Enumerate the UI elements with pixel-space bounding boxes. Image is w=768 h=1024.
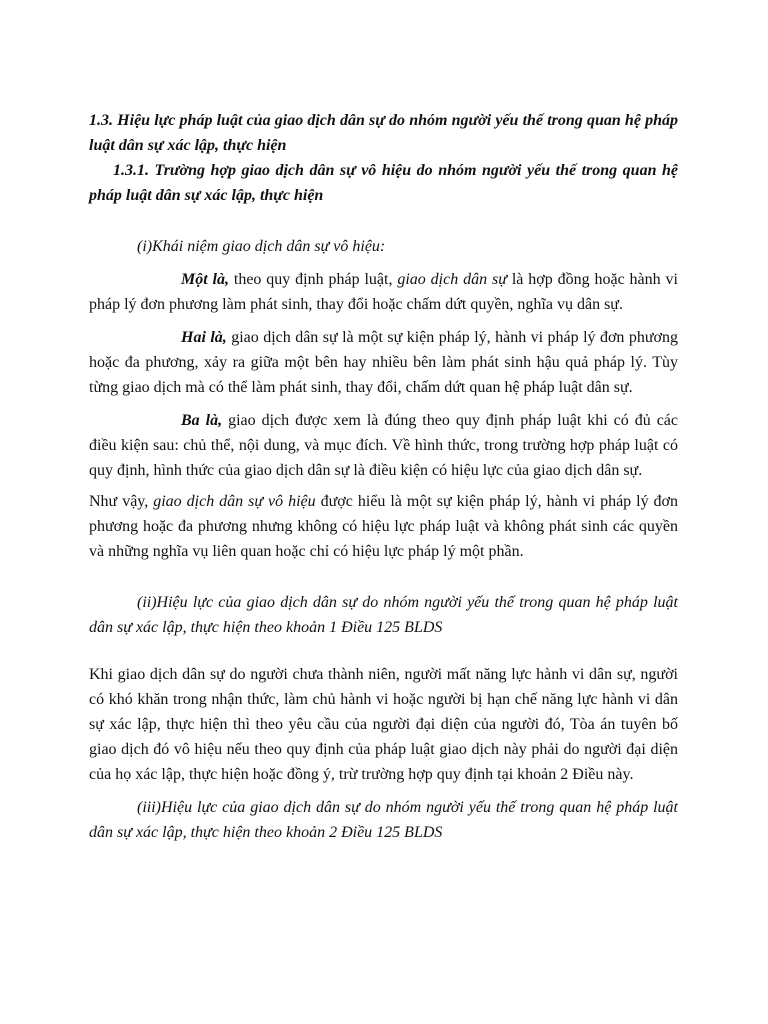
paragraph-lead: Hai là, [181,329,227,346]
subsection-title-i: (i)Khái niệm giao dịch dân sự vô hiệu: [137,238,386,255]
paragraph-hai-la [89,325,678,400]
paragraph-text: là hợp đồng hoặc hành vi pháp lý đơn phương làm phát sinh, thay đổi hoặc chấm dứt quyền, nghĩa vụ dân sự. [89,271,678,313]
paragraph-text: Như vậy, [89,493,154,510]
document-page [89,108,678,845]
paragraph-ba-la [89,408,678,483]
paragraph-text: được hiểu là một sự kiện pháp lý, hành vi pháp lý đơn phương hoặc đa phương nhưng không có hiệu lực pháp luật và không phát sinh các quyền và những nghĩa vụ liên quan hoặc chỉ có hiệu lực pháp lý một phần. [89,493,679,560]
paragraph-text: giao dịch được xem là đúng theo quy định pháp luật khi có đủ các điều kiện sau: chủ thể, nội dung, và mục đích. Về hình thức, trong trường hợp pháp luật có quy định, hình thức của giao dịch dân sự là điều kiện có hiệu lực của giao dịch dân sự. [89,412,678,479]
paragraph-text: giao dịch dân sự là một sự kiện pháp lý, hành vi pháp lý đơn phương hoặc đa phương, xảy ra giữa một bên hay nhiều bên làm phát sinh hậu quả pháp lý. Tùy từng giao dịch mà có thể làm phát sinh, thay đổi, chấm dứt quan hệ pháp luật dân sự. [89,329,678,396]
section-heading-1-3: 1.3. Hiệu lực pháp luật của giao dịch dân sự do nhóm người yếu thế trong quan hệ pháp luật dân sự xác lập, thực hiện [89,112,678,154]
paragraph-lead: Ba là, [181,412,223,429]
section-heading-1-3-1: 1.3.1. Trường hợp giao dịch dân sự vô hiệu do nhóm người yếu thế trong quan hệ pháp luật dân sự xác lập, thực hiện [89,162,678,204]
paragraph-text: theo quy định pháp luật, [229,271,398,288]
paragraph-nhu-vay [89,489,678,564]
paragraph-term: giao dịch dân sự [397,271,507,288]
subsection-title-ii: (ii)Hiệu lực của giao dịch dân sự do nhóm người yếu thế trong quan hệ pháp luật dân sự xác lập, thực hiện theo khoản 1 Điều 125 BLDS [89,594,678,636]
paragraph-mot-la [89,267,678,317]
paragraph-lead: Một là, [181,271,229,288]
subsection-title-iii: (iii)Hiệu lực của giao dịch dân sự do nhóm người yếu thế trong quan hệ pháp luật dân sự xác lập, thực hiện theo khoản 2 Điều 125 BLDS [89,799,678,841]
paragraph-khoan-1: Khi giao dịch dân sự do người chưa thành niên, người mất năng lực hành vi dân sự, người có khó khăn trong nhận thức, làm chủ hành vi hoặc người bị hạn chế năng lực hành vi dân sự xác lập, thực hiện thì theo yêu cầu của người đại diện của người đó, Tòa án tuyên bố giao dịch đó vô hiệu nếu theo quy định của pháp luật giao dịch này phải do người đại diện của họ xác lập, thực hiện hoặc đồng ý, trừ trường hợp quy định tại khoản 2 Điều này. [89,666,678,783]
paragraph-term: giao dịch dân sự vô hiệu [153,493,316,510]
